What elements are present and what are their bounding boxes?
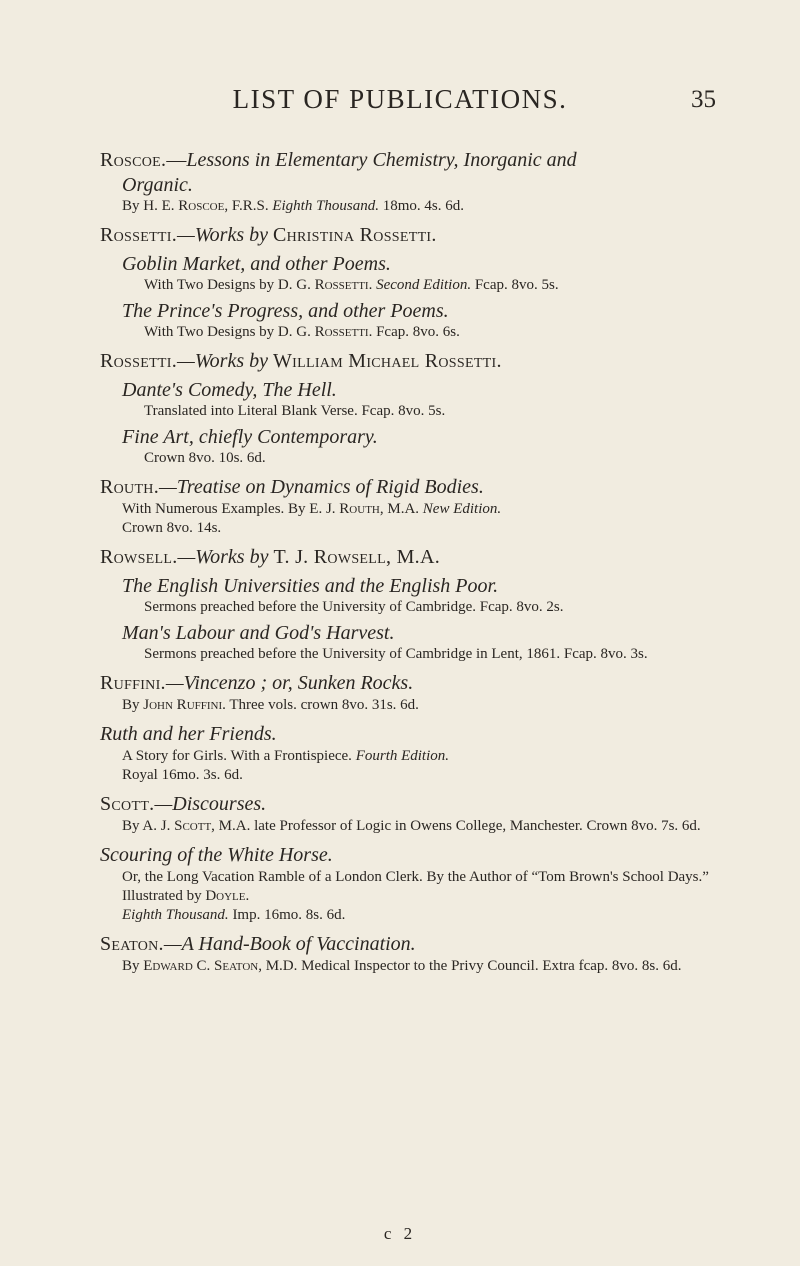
book-title: —A Hand-Book of Vaccination. (163, 933, 416, 955)
work-item (100, 378, 730, 421)
book-details: By A. J. Scott, M.A. late Professor of Logic in Owens College, Manchester. Crown 8vo. 7s. 6d. (122, 818, 701, 834)
entry-heading (100, 671, 730, 696)
author-name: Scott. (100, 793, 155, 815)
author-full-name: T. J. Rowsell, M.A. (273, 546, 441, 568)
book-details: Or, the Long Vacation Ramble of a London Clerk. By the Author of “Tom Brown's School Days.” Illustrated by Doyle. Eighth Thousand. Imp. 16mo. 8s. 6d. (122, 869, 709, 923)
book-title: —Treatise on Dynamics of Rigid Bodies. (159, 476, 484, 498)
book-title: Lessons in Elementary Chemistry, Inorganic and (186, 149, 577, 171)
book-title: —Vincenzo ; or, Sunken Rocks. (165, 672, 414, 694)
author-name: Roscoe. (100, 149, 167, 171)
book-details: By John Ruffini. Three vols. crown 8vo. 31s. 6d. (122, 697, 419, 713)
entry-seaton (100, 932, 730, 976)
author-full-name: William Michael Rossetti. (272, 350, 502, 372)
signature-mark: c 2 (383, 1224, 417, 1243)
entry-heading (100, 932, 730, 957)
book-details: A Story for Girls. With a Frontispiece. Fourth Edition. Royal 16mo. 3s. 6d. (122, 748, 450, 783)
book-title: —Discourses. (154, 793, 267, 815)
entry-heading: Rowsell.—Works by T. J. Rowsell, M.A. (100, 546, 441, 568)
entry-rowsell (100, 545, 730, 664)
entry-scouring (100, 843, 730, 925)
running-title: LIST OF PUBLICATIONS. (232, 84, 568, 114)
author-name: Ruffini. (100, 672, 166, 694)
page-header (0, 84, 800, 124)
entry-rossetti-william (100, 349, 730, 468)
book-title: Man's Labour and God's Harvest. (122, 622, 395, 644)
work-item (100, 299, 730, 342)
entry-scott (100, 792, 730, 836)
author-name: Seaton. (100, 933, 164, 955)
book-details: Crown 8vo. 10s. 6d. (144, 450, 266, 466)
author-name: Routh. (100, 476, 160, 498)
entry-heading: Rossetti.—Works by William Michael Rossetti. (100, 350, 502, 372)
book-details: With Numerous Examples. By E. J. Routh, M.A. New Edition. Crown 8vo. 14s. (122, 501, 502, 536)
entry-roscoe (100, 148, 730, 216)
work-item (100, 574, 730, 617)
book-title: Goblin Market, and other Poems. (122, 253, 391, 275)
book-details: By Edward C. Seaton, M.D. Medical Inspector to the Privy Council. Extra fcap. 8vo. 8s. 6d. (122, 958, 682, 974)
entry-ruffini (100, 671, 730, 715)
book-title-continued: Organic. (122, 174, 193, 196)
author-name: Rowsell. (100, 546, 178, 568)
author-full-name: Christina Rossetti. (272, 224, 437, 246)
book-details: By H. E. Roscoe, F.R.S. Eighth Thousand. 18mo. 4s. 6d. (122, 198, 465, 214)
publication-list (100, 148, 730, 983)
author-name: Rossetti. (100, 224, 178, 246)
work-item (100, 621, 730, 664)
book-title: Dante's Comedy, The Hell. (122, 379, 337, 401)
entry-heading (100, 792, 730, 817)
book-details: With Two Designs by D. G. Rossetti. Second Edition. Fcap. 8vo. 5s. (144, 277, 559, 293)
book-title: The English Universities and the English Poor. (122, 575, 499, 597)
entry-heading (100, 475, 730, 500)
book-title: Scouring of the White Horse. (100, 844, 333, 866)
book-details: Translated into Literal Blank Verse. Fcap. 8vo. 5s. (144, 403, 446, 419)
entry-routh (100, 475, 730, 538)
entry-heading: Rossetti.—Works by Christina Rossetti. (100, 224, 437, 246)
entry-ruth (100, 722, 730, 785)
author-name: Rossetti. (100, 350, 178, 372)
work-item (100, 252, 730, 295)
book-title: The Prince's Progress, and other Poems. (122, 300, 449, 322)
book-details: Sermons preached before the University of Cambridge. Fcap. 8vo. 2s. (144, 599, 564, 615)
book-details: With Two Designs by D. G. Rossetti. Fcap. 8vo. 6s. (144, 324, 460, 340)
book-details: Sermons preached before the University of Cambridge in Lent, 1861. Fcap. 8vo. 3s. (144, 646, 648, 662)
book-title: Ruth and her Friends. (100, 723, 277, 745)
page-number: 35 (691, 86, 716, 113)
book-title: Fine Art, chiefly Contemporary. (122, 426, 378, 448)
entry-rossetti-christina (100, 223, 730, 342)
entry-heading: Roscoe.—Lessons in Elementary Chemistry, Inorganic and (100, 149, 577, 171)
work-item (100, 425, 730, 468)
